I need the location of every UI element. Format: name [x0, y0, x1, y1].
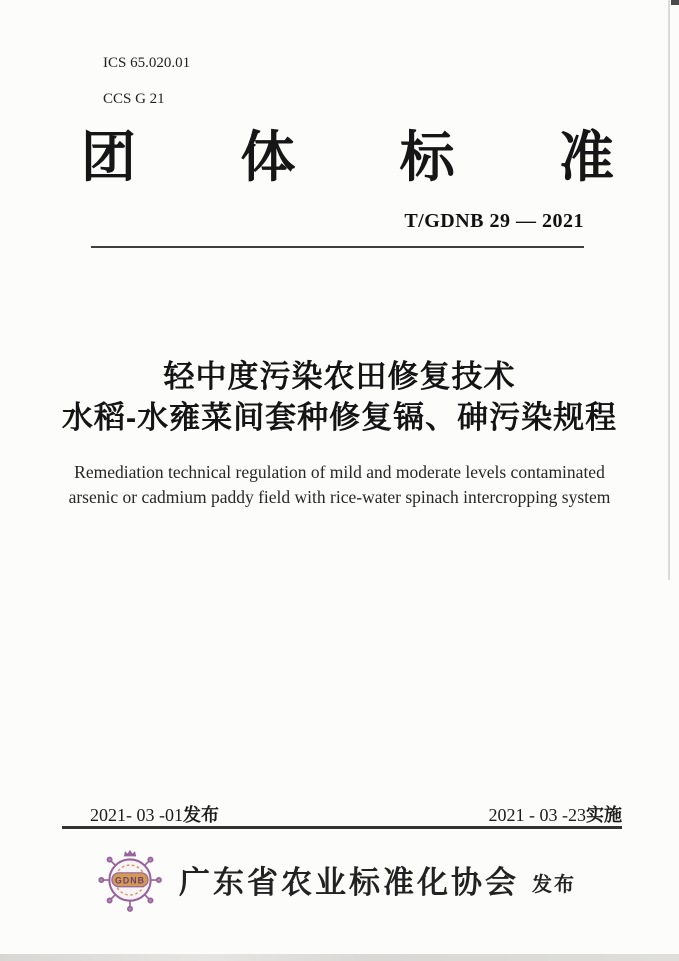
- header-rule: [91, 246, 584, 248]
- association-logo-icon: [97, 846, 163, 912]
- logo-crown: [124, 850, 136, 856]
- title-english: Remediation technical regulation of mild and moderate levels contaminated arsenic or cadmium paddy field with rice-water spinach intercropping system: [68, 462, 611, 507]
- issue-date: [90, 801, 219, 827]
- ccs-code: CCS G 21: [103, 91, 165, 107]
- scan-corner-mark: [671, 0, 679, 5]
- implementation-date-value: 2021 - 03 -23: [488, 805, 586, 825]
- issue-date-value: 2021- 03 -01: [90, 805, 183, 825]
- publisher-row: [97, 846, 576, 912]
- publish-action-label: 发布: [532, 873, 576, 896]
- title-chinese-line-2: 水稻-水雍菜间套种修复镉、砷污染规程: [61, 400, 618, 435]
- title-chinese: [0, 356, 679, 438]
- issue-date-label: 发布: [183, 805, 219, 825]
- implementation-date-label: 实施: [586, 805, 622, 825]
- implementation-date: [489, 801, 623, 827]
- scan-edge-line: [668, 0, 670, 580]
- dates-row: [62, 801, 622, 827]
- title-chinese-line-1: 轻中度污染农田修复技术: [163, 359, 516, 394]
- logo-acronym-text: GDNB: [115, 875, 145, 886]
- scan-bottom-band: [0, 954, 679, 961]
- standard-number: T/GDNB 29 — 2021: [404, 210, 584, 232]
- ics-code: ICS 65.020.01: [103, 55, 191, 71]
- publisher-name: 广东省农业标准化协会: [179, 864, 519, 900]
- footer-rule: [62, 826, 622, 829]
- doc-type-title: 团体标准: [81, 126, 614, 188]
